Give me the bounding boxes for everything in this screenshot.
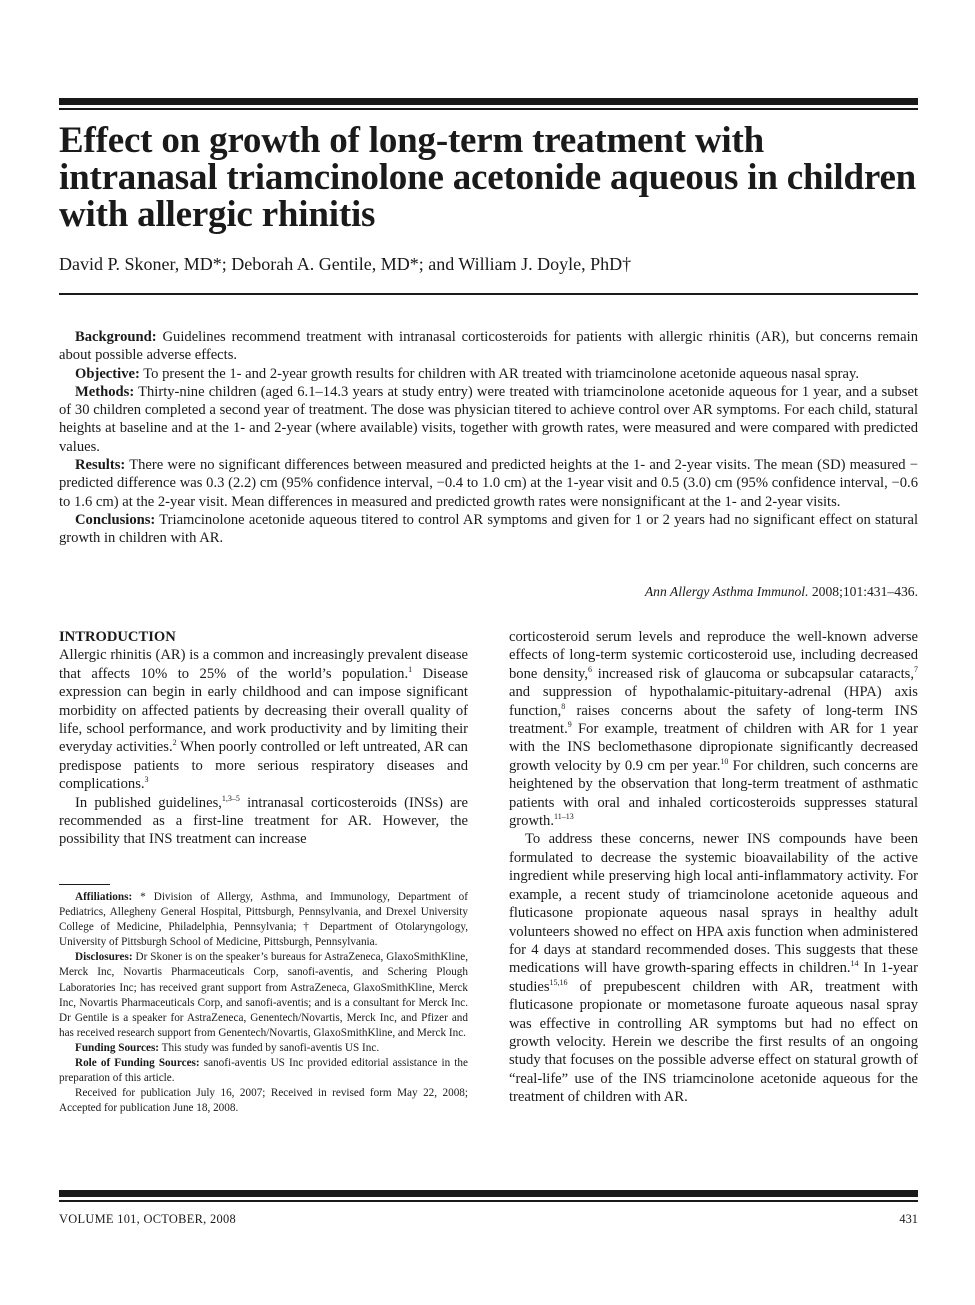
intro-p3-text-b: In 1-year studies bbox=[509, 960, 918, 995]
reference-marker: 14 bbox=[850, 959, 859, 969]
footnote-disclosures bbox=[59, 950, 468, 1041]
right-column bbox=[509, 628, 918, 1107]
intro-paragraph-1 bbox=[59, 646, 468, 793]
abstract-methods bbox=[59, 383, 918, 456]
abstract-objective-label: Objective: bbox=[75, 365, 140, 382]
abstract-results-text: There were no significant differences between measured and predicted heights at the 1- and 2-year visits. The mean (SD) measured − predicted difference was 0.3 (2.2) cm (95% confidence interval, −0.4 to 1.0 cm) at the 1-year visit and 0.5 (3.0) cm (95% confidence interval, −0.6 to 1.6 cm) at the 2-year visit. Mean differences in measured and predicted growth rates were nonsignificant at the 1- and 2-year visits. bbox=[59, 457, 918, 510]
reference-marker: 3 bbox=[144, 775, 149, 785]
footnote-funding bbox=[59, 1041, 468, 1056]
footnote-role bbox=[59, 1056, 468, 1086]
abstract-background-label: Background: bbox=[75, 329, 157, 345]
abstract-objective bbox=[59, 365, 918, 383]
reference-marker: 2 bbox=[172, 738, 177, 748]
intro-p2-text-f: For example, treatment of children with AR for 1 year with the INS beclomethasone dipropionate significantly decreased growth velocity by 0.9 cm per year. bbox=[509, 721, 918, 774]
intro-p2-text-g: For children, such concerns are heightened by the observation that long-term treatment of asthmatic patients with oral and inhaled corticosteroids suppresses statural growth. bbox=[509, 757, 919, 830]
citation-details: 2008;101:431–436. bbox=[808, 584, 918, 599]
intro-paragraph-2-start bbox=[59, 794, 468, 849]
citation-journal: Ann Allergy Asthma Immunol. bbox=[644, 584, 809, 599]
intro-p1-text-a: Allergic rhinitis (AR) is a common and increasingly prevalent disease that affects 10% to 25% of the world’s population. bbox=[59, 647, 468, 682]
bottom-rule bbox=[59, 1190, 918, 1197]
page-number: 431 bbox=[899, 1212, 918, 1226]
footnote-disclosures-label: Disclosures: bbox=[75, 951, 133, 964]
section-heading-introduction: INTRODUCTION bbox=[59, 629, 176, 645]
authors-divider bbox=[59, 293, 918, 295]
reference-marker: 9 bbox=[567, 720, 572, 730]
abstract-results bbox=[59, 456, 918, 511]
intro-p2-text-d: and suppression of hypothalamic-pituitary-adrenal (HPA) axis function, bbox=[509, 684, 918, 719]
footnote-divider bbox=[59, 884, 110, 885]
abstract-conclusions-text: Triamcinolone acetonide aqueous titered to control AR symptoms and given for 1 or 2 years had no significant effect on statural growth in children with AR. bbox=[59, 511, 918, 547]
reference-marker: 8 bbox=[561, 701, 566, 711]
intro-p1-text-b: Disease expression can begin in early childhood and can impose significant morbidity on affected patients by decreasing their overall quality of life, school performance, and work productivity and by limiting their everyday activities. bbox=[59, 665, 468, 756]
top-rule-thin bbox=[59, 108, 918, 110]
footnote-funding-label: Funding Sources: bbox=[75, 1041, 160, 1054]
abstract-background-text: Guidelines recommend treatment with intranasal corticosteroids for patients with allergic rhinitis (AR), but concerns remain about possible adverse effects. bbox=[59, 329, 918, 364]
footnote-affiliations-label: Affiliations: bbox=[75, 891, 133, 903]
footnote-disclosures-text: Dr Skoner is on the speaker’s bureaus for AstraZeneca, GlaxoSmithKline, Merck Inc, Novartis Pharmaceuticals Corp, sanofi-aventis, and Schering Plough Laboratories Inc; has received grant support from AstraZeneca, GlaxoSmithKline, Merck Inc, Novartis Pharmaceuticals Corp, and sanofi-aventis; and is a consultant for Merck Inc. Dr Gentile is a speaker for AstraZeneca, Genentech/Novartis, Merck Inc, and Pfizer and has received research support from Genentech/Novartis, GlaxoSmithKline, and Merck Inc. bbox=[59, 951, 468, 1039]
footnotes bbox=[59, 890, 468, 1116]
top-rule bbox=[59, 98, 918, 105]
footnote-affiliations-text: * Division of Allergy, Asthma, and Immunology, Department of Pediatrics, Allegheny General Hospital, Pittsburgh, Pennsylvania, and Drexel University College of Medicine, Philadelphia, Pennsylvania; † Department of Otolaryngology, University of Pittsburgh School of Medicine, Pittsburgh, Pennsylvania. bbox=[59, 891, 468, 949]
footnote-role-label: Role of Funding Sources: bbox=[75, 1057, 200, 1070]
intro-paragraph-2-continued bbox=[509, 628, 918, 830]
intro-p2-text-a: In published guidelines, bbox=[75, 794, 222, 811]
citation bbox=[645, 584, 918, 600]
reference-marker: 1 bbox=[408, 664, 413, 674]
footnote-affiliations bbox=[59, 890, 468, 950]
abstract-conclusions-label: Conclusions: bbox=[75, 511, 156, 528]
intro-p3-text-c: of prepubescent children with AR, treatment with fluticasone propionate or mometasone furoate aqueous nasal spray was effective in controlling AR symptoms but had no effect on growth velocity. Herein we describe the first results of an ongoing study that focuses on the possible adverse effect on statural growth of “real-life” use of the INS triamcinolone acetonide aqueous for the treatment of children with AR. bbox=[509, 978, 918, 1106]
intro-p1-text-c: When poorly controlled or left untreated, AR can predispose patients to more serious respiratory diseases and complications. bbox=[59, 739, 468, 793]
reference-marker: 7 bbox=[914, 664, 918, 674]
intro-p2-text-b-end: corticosteroid serum levels and reproduce the well-known adverse effects of long-term systemic corticosteroid use, including decreased bone density, bbox=[509, 629, 918, 682]
abstract bbox=[59, 328, 918, 548]
abstract-methods-text: Thirty-nine children (aged 6.1–14.3 years at study entry) were treated with triamcinolone acetonide aqueous for 1 year, and a subset of 30 children completed a second year of treatment. The dose was physician titered to achieve control over AR symptoms. For each child, statural heights at baseline and at the 1- and 2-year (where available) visits, together with growth rates, were measured and were compared with predicted values. bbox=[59, 383, 918, 455]
article-authors: David P. Skoner, MD*; Deborah A. Gentile, MD*; and William J. Doyle, PhD† bbox=[59, 254, 632, 274]
footnote-role-text: sanofi-aventis US Inc provided editorial assistance in the preparation of this article. bbox=[59, 1057, 468, 1085]
footnote-funding-text: This study was funded by sanofi-aventis US Inc. bbox=[159, 1041, 380, 1054]
reference-marker: 15,16 bbox=[549, 977, 568, 987]
reference-marker: 6 bbox=[588, 664, 592, 674]
abstract-conclusions bbox=[59, 511, 918, 548]
intro-p2-text-e: raises concerns about the safety of long-term INS treatment. bbox=[509, 702, 918, 738]
reference-marker: 10 bbox=[720, 756, 729, 766]
abstract-background bbox=[59, 328, 918, 365]
left-column bbox=[59, 628, 468, 849]
reference-marker: 1,3–5 bbox=[221, 793, 240, 803]
bottom-rule-thin bbox=[59, 1200, 918, 1202]
intro-p2-text-b-start: intranasal corticosteroids (INSs) are recommended as a first-line treatment for AR. However, the possibility that INS treatment can increase bbox=[59, 794, 468, 848]
article-title: Effect on growth of long-term treatment with intranasal triamcinolone acetonide aqueous in children with allergic rhinitis bbox=[59, 120, 917, 235]
footnote-received: Received for publication July 16, 2007; Received in revised form May 22, 2008; Accepted for publication June 18, 2008. bbox=[59, 1087, 468, 1115]
footer-volume: VOLUME 101, OCTOBER, 2008 bbox=[59, 1212, 236, 1226]
intro-paragraph-3 bbox=[509, 830, 918, 1106]
intro-p2-text-c: increased risk of glaucoma or subcapsular cataracts, bbox=[592, 665, 914, 682]
reference-marker: 11–13 bbox=[554, 812, 574, 822]
abstract-methods-label: Methods: bbox=[75, 383, 135, 400]
abstract-results-label: Results: bbox=[75, 457, 126, 474]
intro-p3-text-a: To address these concerns, newer INS compounds have been formulated to decrease the systemic bioavailability of the active ingredient while preserving high local anti-inflammatory activity. For example, a recent study of triamcinolone acetonide aqueous and fluticasone propionate aqueous nasal sprays in healthy adult volunteers showed no effect on HPA axis function when administered for 4 days at standard recommended doses. This suggests that these medications will have growth-sparing effects in children. bbox=[509, 831, 918, 977]
abstract-objective-text: To present the 1- and 2-year growth results for children with AR treated with triamcinolone acetonide aqueous nasal spray. bbox=[139, 365, 859, 382]
